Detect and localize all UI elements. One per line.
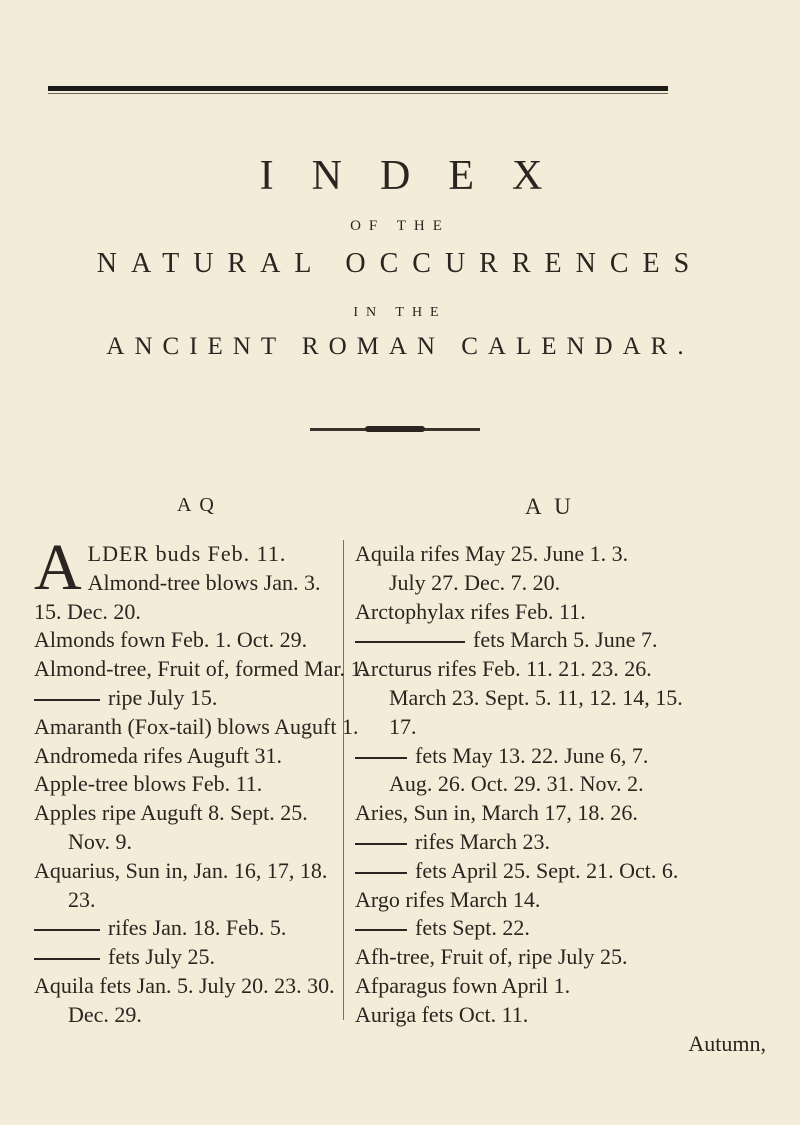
index-entry: [355, 742, 780, 771]
index-entry: Apple-tree blows Feb. 11.: [34, 771, 263, 797]
index-entry: Arctophylax rifes Feb. 11.: [355, 598, 586, 624]
index-entry: Nov. 9.: [68, 828, 132, 854]
index-entry: Aquila fets Jan. 5. July 20. 23. 30.: [34, 972, 335, 998]
ditto-dash: [355, 641, 465, 643]
ditto-dash: [355, 757, 407, 759]
title-index: INDEX: [259, 153, 581, 199]
index-entry: [355, 828, 780, 857]
left-column: [34, 531, 367, 1030]
index-entry: [34, 943, 344, 972]
index-entry: 23.: [68, 886, 96, 912]
ditto-dash: [355, 843, 407, 845]
ditto-dash: [355, 929, 407, 931]
index-entry: Almond-tree blows Jan. 3.: [87, 569, 321, 595]
headword-right: A U: [525, 494, 575, 519]
index-entry: [355, 914, 780, 943]
entry-text: fets May 13. 22. June 6, 7.: [415, 742, 649, 768]
title-of-the: OF THE: [350, 218, 450, 234]
entry-text: fets March 5. June 7.: [473, 627, 658, 653]
index-entry: July 27. Dec. 7. 20.: [389, 569, 561, 595]
right-column: [355, 540, 780, 1058]
ditto-dash: [34, 699, 100, 701]
ornament-rule: [310, 428, 480, 431]
index-entry: [355, 857, 780, 886]
index-entry: Dec. 29.: [68, 1001, 142, 1027]
index-entry: Aries, Sun in, March 17, 18. 26.: [355, 800, 638, 826]
index-entry: [355, 626, 780, 655]
entry-text: fets July 25.: [108, 944, 215, 970]
index-entry: Afparagus fown April 1.: [355, 972, 571, 998]
drop-cap: A: [34, 531, 82, 604]
title-ancient-roman-calendar: ANCIENT ROMAN CALENDAR.: [106, 333, 694, 360]
index-entry: Almond-tree, Fruit of, formed Mar. 1.: [34, 656, 367, 682]
index-entry: Apples ripe Auguft 8. Sept. 25.: [34, 800, 308, 826]
index-entry: [34, 914, 344, 943]
entry-text: fets Sept. 22.: [415, 915, 530, 941]
index-entry: Auriga fets Oct. 11.: [355, 1001, 529, 1027]
index-entry: 15. Dec. 20.: [34, 598, 141, 624]
entry-text: rifes March 23.: [415, 828, 551, 854]
index-entry: Almonds fown Feb. 1. Oct. 29.: [34, 627, 308, 653]
entry-text: rifes Jan. 18. Feb. 5.: [108, 915, 287, 941]
index-entry: Aquila rifes May 25. June 1. 3.: [355, 541, 629, 566]
index-entry: Aquarius, Sun in, Jan. 16, 17, 18.: [34, 857, 328, 883]
index-entry: Amaranth (Fox-tail) blows Auguft 1.: [34, 713, 359, 739]
entry-text: fets April 25. Sept. 21. Oct. 6.: [415, 857, 679, 883]
index-entry: March 23. Sept. 5. 11, 12. 14, 15.: [389, 684, 683, 710]
headword-left: A Q: [177, 494, 216, 516]
catchword: Autumn,: [688, 1030, 766, 1056]
index-entry: Andromeda rifes Auguft 31.: [34, 742, 283, 768]
entry-text: ripe July 15.: [108, 684, 218, 710]
ditto-dash: [34, 958, 100, 960]
index-entry: [34, 684, 344, 713]
ditto-dash: [34, 929, 100, 931]
title-in-the: IN THE: [353, 305, 447, 320]
ditto-dash: [355, 872, 407, 874]
index-entry: Arcturus rifes Feb. 11. 21. 23. 26.: [355, 656, 652, 682]
index-entry: Argo rifes March 14.: [355, 886, 541, 912]
index-entry: Aug. 26. Oct. 29. 31. Nov. 2.: [389, 771, 644, 797]
top-rule: [48, 86, 668, 91]
index-entry: 17.: [389, 713, 417, 739]
entry-text: LDER buds Feb. 11.: [87, 541, 287, 566]
title-natural-occurrences: NATURAL OCCURRENCES: [96, 248, 704, 279]
index-entry: Afh-tree, Fruit of, ripe July 25.: [355, 944, 628, 970]
